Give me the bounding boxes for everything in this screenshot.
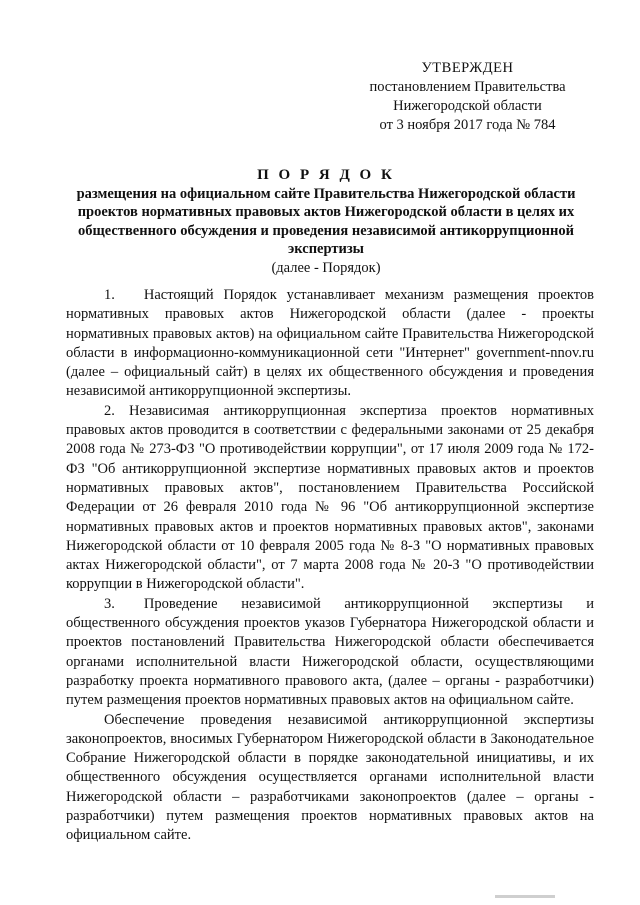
document-body (66, 286, 594, 846)
scan-artifact (495, 895, 555, 898)
title-word: П О Р Я Д О К (257, 167, 395, 183)
paragraph-1: 1. Настоящий Порядок устанавливает механизм размещения проектов нормативных правовых актов Нижегородской области (далее - проекты нормативных правовых актов) на официальном сайте Правительства Нижегородской области в информационно-коммуникационной сети "Интернет" government-nnov.ru (далее – официальный сайт) в целях их общественного обсуждения и проведения независимой антикоррупционной экспертизы. (66, 287, 594, 400)
paragraph-3: 3. Проведение независимой антикоррупционной экспертизы и общественного обсуждения проектов указов Губернатора Нижегородской области и проектов постановлений Правительства Нижегородской области обеспечивается органами исполнительной власти Нижегородской области, осуществляющими разработку проекта нормативного правового акта, (далее – органы - разработчики) путем размещения проектов нормативных правовых актов на официальном сайте. (66, 595, 594, 709)
approval-stamp (355, 59, 580, 135)
paragraph-2: 2. Независимая антикоррупционная экспертиза проектов нормативных правовых актов проводится в соответствии с федеральными законами от 25 декабря 2008 года № 273-ФЗ "О противодействии коррупции", от 17 июля 2009 года № 172-ФЗ "Об антикоррупционной экспертизе нормативных правовых актов и проектов нормативных правовых актов", постановлением Правительства Российской Федерации от 26 февраля 2010 года № 96 "Об антикоррупционной экспертизе нормативных правовых актов и проектов нормативных правовых актов", законами Нижегородской области от 10 февраля 2005 года № 8-З "О нормативных правовых актах Нижегородской области", от 7 марта 2008 года № 20-З "О противодействии коррупции в Нижегородской области". (66, 402, 594, 593)
title-note: (далее - Порядок) (271, 259, 381, 276)
approval-line-3: от 3 ноября 2017 года № 784 (379, 117, 556, 133)
document-title (66, 166, 586, 277)
title-subtitle: размещения на официальном сайте Правительства Нижегородской области проектов нормативных правовых актов Нижегородской области в целях их общественного обсуждения и проведения независимой антикоррупционной экспертизы (76, 185, 576, 257)
approval-line-2: Нижегородской области (393, 98, 542, 114)
approval-heading: УТВЕРЖДЕН (421, 60, 514, 76)
approval-line-1: постановлением Правительства (369, 79, 566, 95)
paragraph-4: Обеспечение проведения независимой антикоррупционной экспертизы законопроектов, вносимых Губернатором Нижегородской области в Законодательное Собрание Нижегородской области в порядке законодательной инициативы, и их общественного обсуждения осуществляется органами исполнительной власти Нижегородской области – разработчиками законопроектов (далее – органы - разработчики) путем размещения проектов нормативных правовых актов на официальном сайте. (66, 711, 594, 844)
